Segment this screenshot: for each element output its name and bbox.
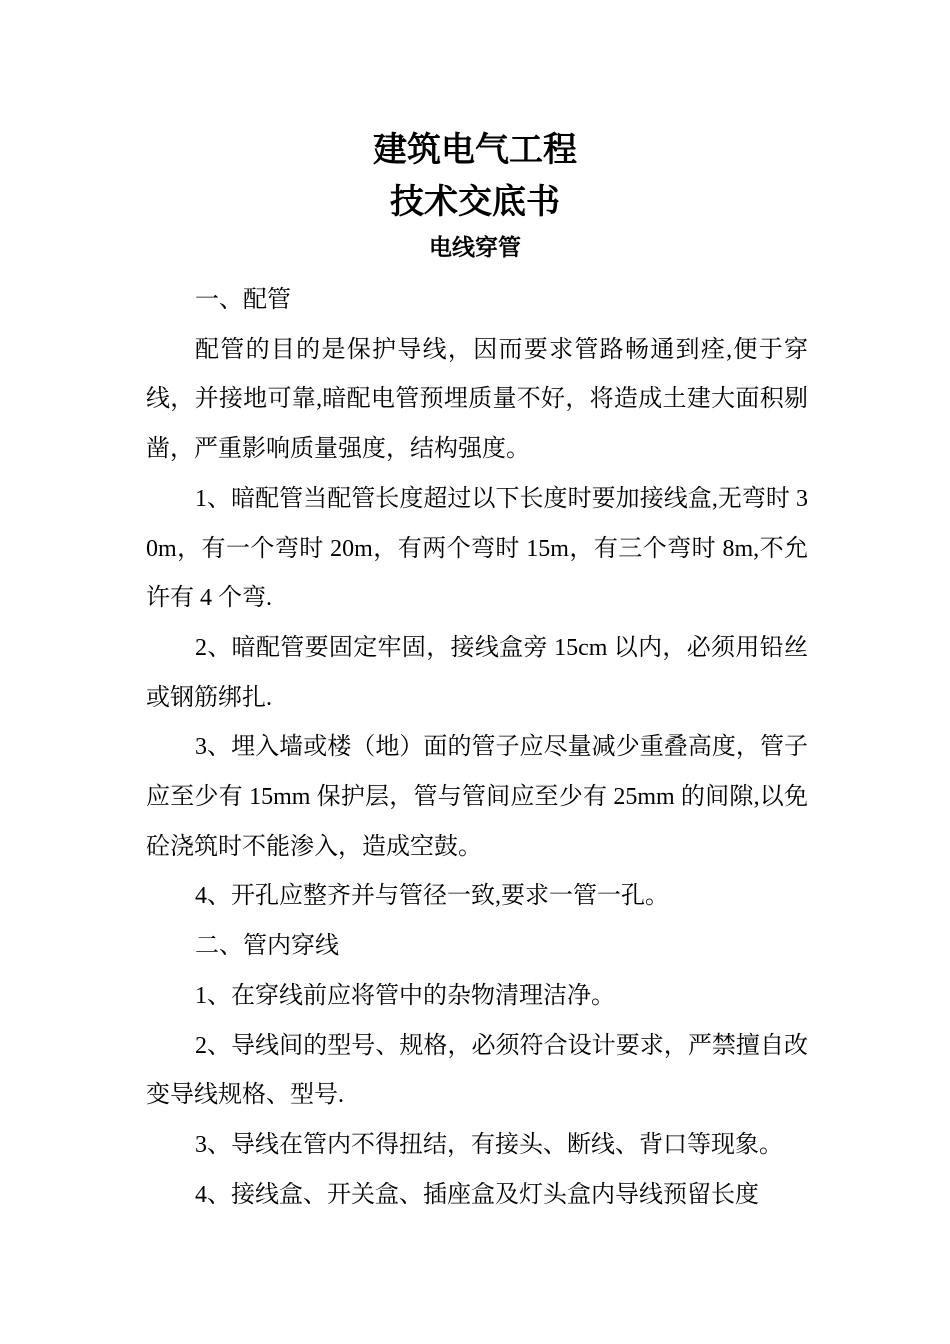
paragraph-threading-item-2: 2、导线间的型号、规格，必须符合设计要求，严禁擅自改变导线规格、型号. <box>146 1032 808 1109</box>
paragraph-threading-item-4: 4、接线盒、开关盒、插座盒及灯头盒内导线预留长度 <box>195 1181 759 1208</box>
section-heading-wire-threading: 二、管内穿线 <box>195 933 339 960</box>
paragraph-threading-item-1: 1、在穿线前应将管中的杂物清理洁净。 <box>195 982 615 1009</box>
paragraph-purpose: 配管的目的是保护导线，因而要求管路畅通到痊,便于穿线，并接地可靠,暗配电管预埋质量不好，将造成土建大面积剔凿，严重影响质量强度，结构强度。 <box>146 336 808 463</box>
document-title-line-2: 技术交底书 <box>390 182 560 222</box>
paragraph-threading-item-3: 3、导线在管内不得扭结，有接头、断线、背口等现象。 <box>195 1131 783 1158</box>
document-body <box>146 276 808 1220</box>
paragraph-item-4: 4、开孔应整齐并与管径一致,要求一管一孔。 <box>195 883 669 910</box>
paragraph-item-1: 1、暗配管当配管长度超过以下长度时要加接线盒,无弯时 30m，有一个弯时 20m，有两个弯时 15m，有三个弯时 8m,不允许有 4 个弯. <box>146 485 808 612</box>
paragraph-item-3: 3、埋入墙或楼（地）面的管子应尽量减少重叠高度，管子应至少有 15mm 保护层，管与管间应至少有 25mm 的间隙,以免砼浇筑时不能渗入，造成空鼓。 <box>146 734 808 860</box>
document-title-line-1: 建筑电气工程 <box>373 130 577 170</box>
paragraph-item-2: 2、暗配管要固定牢固，接线盒旁 15cm 以内，必须用铅丝或钢筋绑扎. <box>146 634 808 711</box>
document-subtitle: 电线穿管 <box>429 235 521 261</box>
section-heading-pipe-laying: 一、配管 <box>195 287 291 313</box>
